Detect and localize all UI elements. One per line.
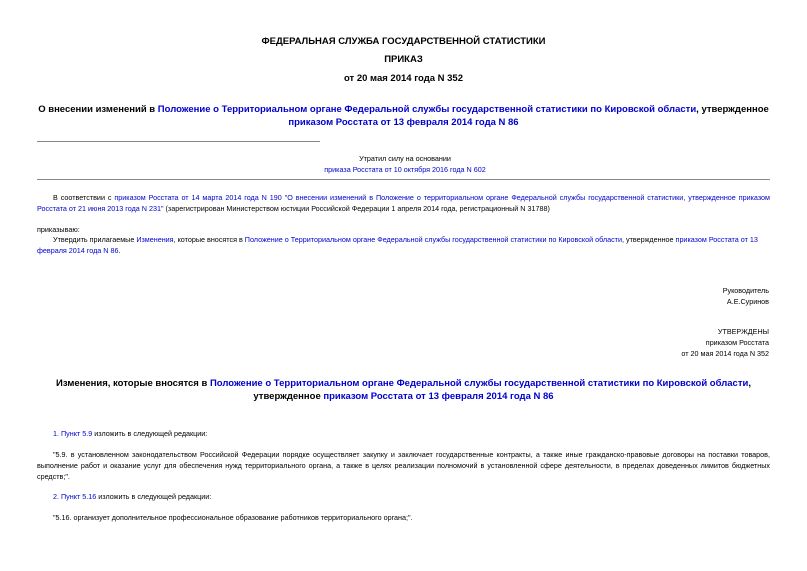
divider-long [37, 179, 770, 180]
title-prefix: О внесении изменений в [38, 104, 158, 115]
order-paragraph [37, 234, 770, 256]
lapsed-line: Утратил силу на основании [359, 154, 451, 163]
title-middle: , утвержденное [696, 104, 769, 115]
item-2-quote: "5.16. организует дополнительное профессиональное образование работников территориального органа;". [53, 513, 413, 522]
agency-heading: ФЕДЕРАЛЬНАЯ СЛУЖБА ГОСУДАРСТВЕННОЙ СТАТИСТИКИ [261, 36, 546, 47]
preamble-paragraph [37, 192, 770, 214]
approved-line-1: УТВЕРЖДЕНЫ [717, 327, 769, 336]
approved-line-2: приказом Росстата [705, 338, 769, 347]
item-1-text: изложить в следующей редакции: [92, 429, 208, 438]
preamble-link[interactable]: приказом Росстата от 14 марта 2014 года N 190 "О внесении изменений в Положение о территориальном органе Федеральной службы государственной статистики, утвержденное приказом Росстата от 21 июня 2013 года N 231" [37, 193, 770, 213]
lapsed-note [280, 153, 530, 175]
item-1-link[interactable]: Пункт 5.9 [61, 429, 93, 438]
changes-title-link-regulation[interactable]: Положение о Территориальном органе Федеральной службы государственной статистики по Кировской области [209, 378, 749, 389]
item-1 [53, 428, 753, 439]
signature-block [500, 285, 769, 307]
title-link-order[interactable]: приказом Росстата от 13 февраля 2014 года N 86 [288, 117, 519, 128]
changes-title-link-order[interactable]: приказом Росстата от 13 февраля 2014 года N 86 [323, 391, 554, 402]
document-type: ПРИКАЗ [384, 54, 423, 65]
lapsed-link[interactable]: приказа Росстата от 10 октября 2016 года N 602 [324, 165, 486, 174]
item-2-link[interactable]: Пункт 5.16 [61, 492, 97, 501]
title-link-regulation[interactable]: Положение о Территориальном органе Федеральной службы государственной статистики по Кировской области [157, 104, 697, 115]
signature-position: Руководитель [722, 286, 769, 295]
preamble-start: В соответствии с [53, 193, 115, 202]
order-link-changes[interactable]: Изменения [136, 235, 174, 244]
changes-title-middle: , утвержденное [253, 378, 751, 402]
item-1-quote: "5.9. в установленном законодательством Российской Федерации порядке осуществляет закупку и заключает государственные контракты, а также иные гражданско-правовые договоры на поставки товаров, выполнение работ и оказание услуг для обеспечения нужд территориального органа, а также в целях реализации полномочий в установленной сфере деятельности, в пределах доведенных лимитов бюджетных средств;". [37, 450, 770, 481]
signature-name: А.Е.Суринов [726, 297, 769, 306]
prikazyvayu-label: приказываю: [37, 225, 80, 234]
document-title [30, 103, 777, 129]
order-end: . [118, 246, 121, 255]
order-link-regulation[interactable]: Положение о Территориальном органе Федеральной службы государственной статистики по Кировской области [244, 235, 622, 244]
item-2-number: 2. [53, 492, 61, 501]
order-start: Утвердить прилагаемые [53, 235, 137, 244]
document-date: от 20 мая 2014 года N 352 [343, 73, 464, 84]
order-mid2: , утвержденное [622, 235, 676, 244]
divider-short [37, 141, 320, 142]
approved-block [500, 326, 769, 359]
order-mid1: , которые вносятся в [173, 235, 245, 244]
changes-title [30, 377, 777, 403]
item-1-number: 1. [53, 429, 61, 438]
order-link-order[interactable]: приказом Росстата от 13 февраля 2014 года N 86 [37, 235, 758, 255]
item-2 [53, 491, 753, 502]
approved-line-3: от 20 мая 2014 года N 352 [681, 349, 769, 358]
item-2-text: изложить в следующей редакции: [96, 492, 212, 501]
changes-title-prefix: Изменения, которые вносятся в [56, 378, 210, 389]
preamble-end: (зарегистрирован Министерством юстиции Российской Федерации 1 апреля 2014 года, регистрационный N 31788) [163, 204, 550, 213]
